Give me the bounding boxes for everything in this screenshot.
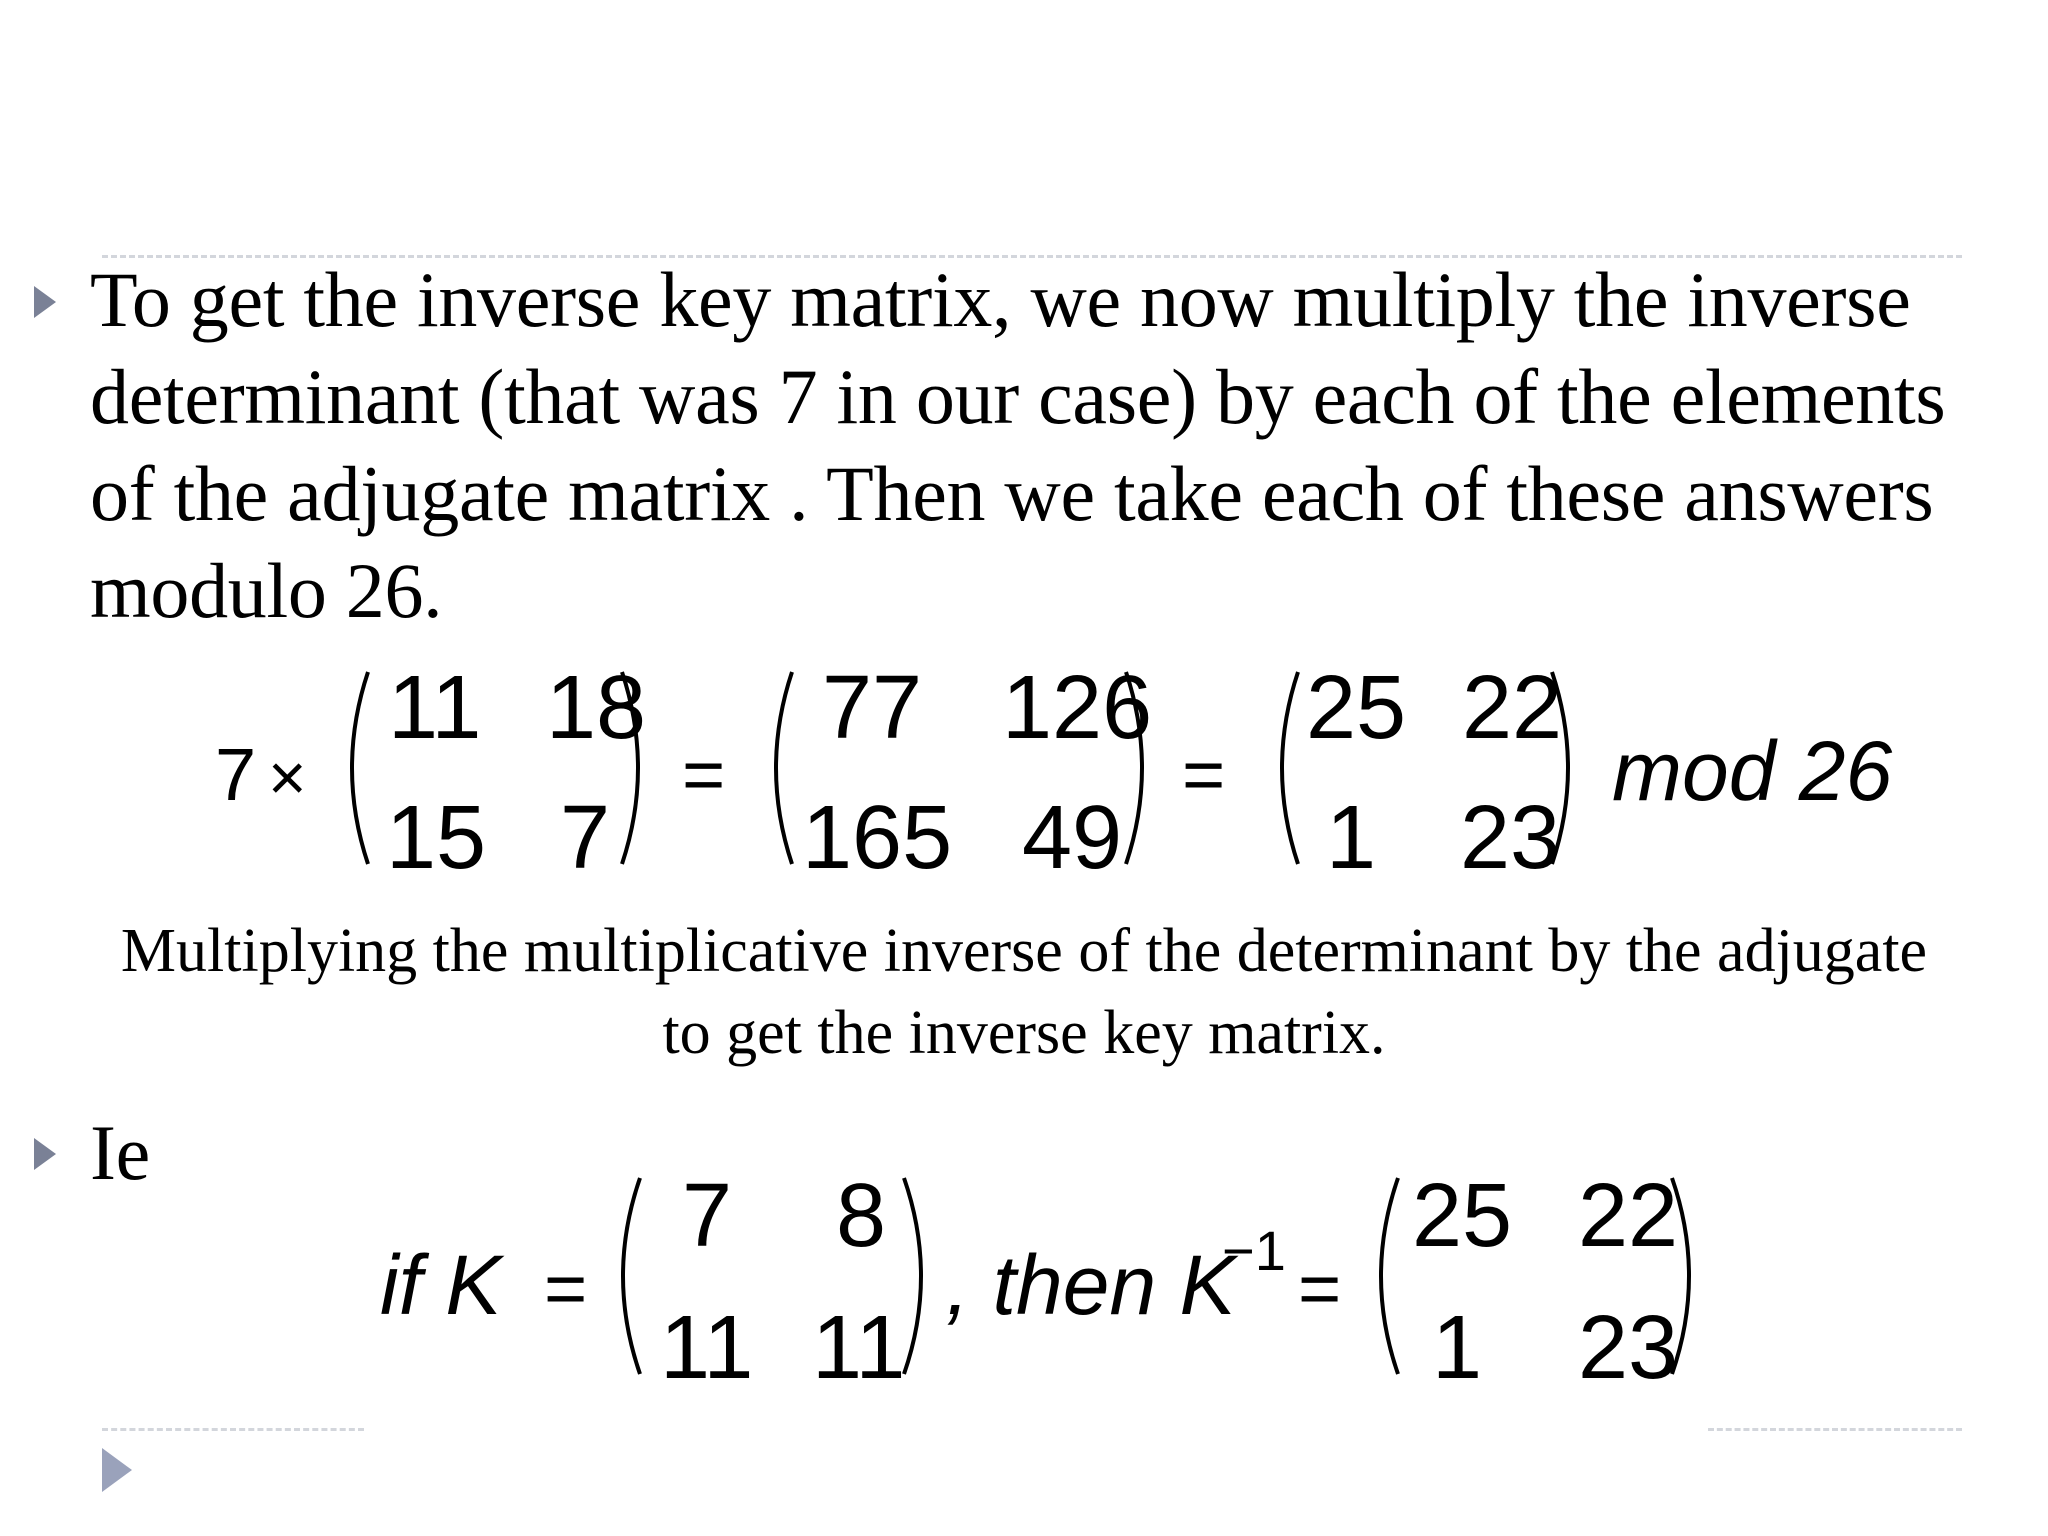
matrix-c-cell: 1: [1326, 788, 1377, 888]
then-k-label: , then K: [946, 1238, 1236, 1332]
paragraph-line: determinant (that was 7 in our case) by each of the elements: [90, 353, 1946, 440]
paragraph-line: of the adjugate matrix . Then we take each of these answers: [90, 450, 1934, 537]
right-paren: [1126, 672, 1142, 864]
matrix-a-cell: 18: [546, 658, 647, 758]
left-paren: [1282, 672, 1298, 864]
bullet-triangle-icon: [34, 286, 56, 318]
next-slide-arrow-icon[interactable]: [102, 1448, 132, 1492]
if-k-label: if K: [380, 1238, 502, 1332]
paragraph-line: To get the inverse key matrix, we now multiply the inverse: [90, 256, 1911, 343]
times-sign: ×: [268, 740, 307, 814]
right-paren: [904, 1178, 921, 1374]
matrix-a-cell: 7: [560, 788, 611, 888]
bullet-triangle-icon: [34, 1138, 56, 1170]
right-paren: [1672, 1178, 1689, 1374]
matrix-kinv-cell: 25: [1412, 1166, 1513, 1266]
paragraph-line: modulo 26.: [90, 547, 443, 634]
left-paren: [352, 672, 368, 864]
matrix-c-cell: 22: [1462, 658, 1563, 758]
paragraph-ie: Ie: [90, 1109, 150, 1196]
equals-sign: =: [544, 1247, 588, 1330]
matrix-k-cell: 8: [836, 1166, 887, 1266]
matrix-b-cell: 165: [802, 788, 953, 888]
bottom-right-dashed-rule: [1708, 1428, 1962, 1431]
scalar-seven: 7: [215, 733, 257, 816]
paragraph-inverse-key: [90, 251, 2040, 639]
left-paren: [623, 1178, 640, 1374]
equals-sign: =: [1298, 1247, 1342, 1330]
equals-sign: =: [682, 733, 726, 816]
matrix-a-cell: 15: [386, 788, 487, 888]
mod-label: mod 26: [1612, 724, 1893, 818]
caption-line: to get the inverse key matrix.: [662, 999, 1386, 1067]
matrix-b-cell: 49: [1022, 788, 1123, 888]
right-paren: [1552, 672, 1568, 864]
caption-line: Multiplying the multiplicative inverse of the determinant by the adjugate: [120, 917, 1928, 985]
matrix-a-cell: 11: [388, 658, 482, 758]
bottom-left-dashed-rule: [102, 1428, 364, 1431]
equals-sign: =: [1182, 733, 1226, 816]
right-paren: [622, 672, 638, 864]
matrix-k-cell: 11: [660, 1298, 754, 1398]
left-paren: [776, 672, 792, 864]
matrix-k-cell: 11: [812, 1298, 906, 1398]
matrix-b-cell: 126: [1002, 658, 1153, 758]
left-paren: [1381, 1178, 1398, 1374]
matrix-c-cell: 25: [1306, 658, 1407, 758]
matrix-kinv-cell: 23: [1578, 1298, 1679, 1398]
inverse-superscript: −1: [1222, 1219, 1286, 1282]
matrix-b-cell: 77: [822, 658, 923, 758]
matrix-c-cell: 23: [1460, 788, 1561, 888]
equation-caption: [0, 910, 2048, 1074]
matrix-kinv-cell: 22: [1578, 1166, 1679, 1266]
matrix-k-cell: 7: [682, 1166, 733, 1266]
matrix-kinv-cell: 1: [1432, 1298, 1483, 1398]
